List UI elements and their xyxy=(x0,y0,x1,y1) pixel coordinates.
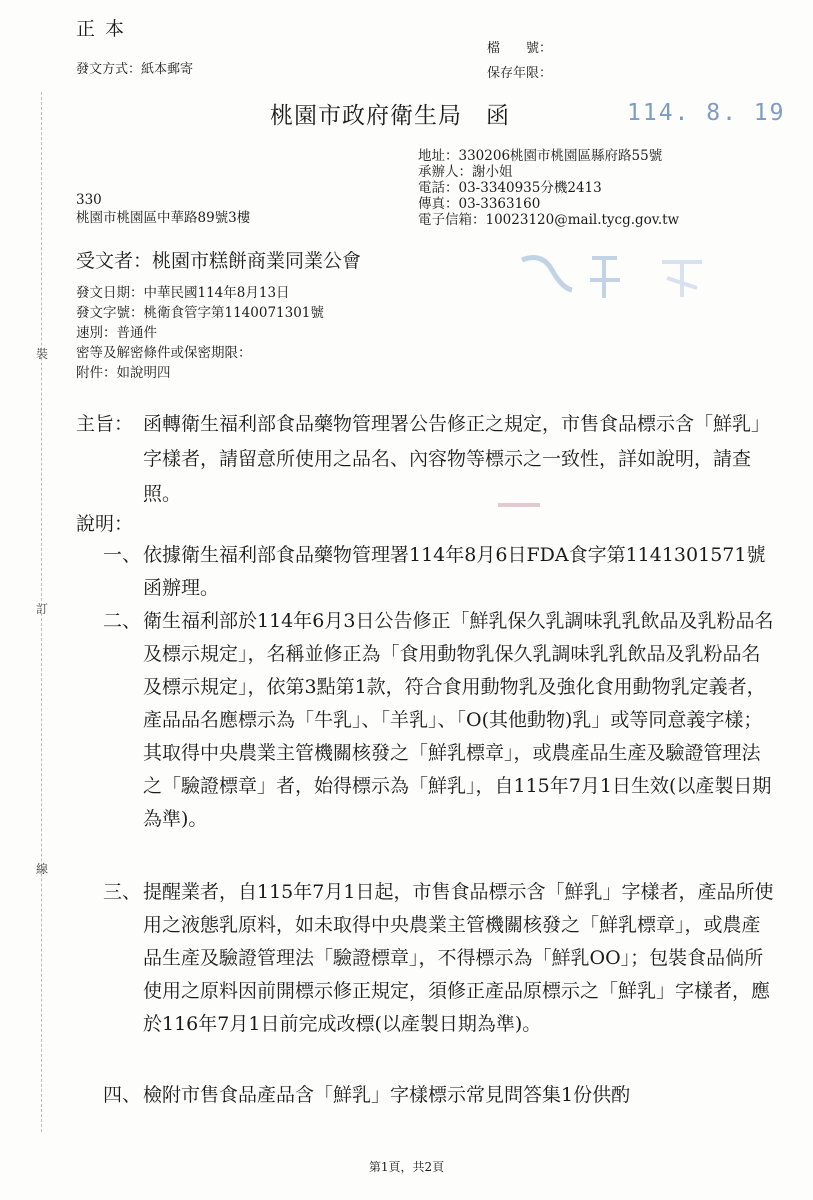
subject-label: 主旨： xyxy=(76,413,134,435)
issue-date: 發文日期：中華民國114年8月13日 xyxy=(76,285,290,301)
page-number: 第1頁，共2頁 xyxy=(368,1160,445,1174)
file-number: 檔 號： xyxy=(487,41,553,56)
description-label: 說明： xyxy=(76,513,134,535)
speed-class: 速別：普通件 xyxy=(76,325,157,341)
recipient-address xyxy=(76,191,250,227)
item-text: 檢附市售食品產品含「鮮乳」字樣標示常見問答集1份供酌 xyxy=(143,1084,631,1106)
subject-text: 函轉衛生福利部食品藥物管理署公告修正之規定，市售食品標示含「鮮乳」字樣者，請留意所使用之品名、內容物等標示之一致性，詳如說明，請查照。 xyxy=(143,413,771,505)
subject-section xyxy=(76,407,776,512)
attachment: 附件：如說明四 xyxy=(76,365,171,381)
receiver: 受文者：桃園市糕餅商業同業公會 xyxy=(76,250,362,272)
description-item-2 xyxy=(103,605,775,836)
item-number: 二、 xyxy=(103,610,142,632)
phone: 電話：03-3340935分機2413 xyxy=(418,180,602,196)
faint-pink-mark xyxy=(498,503,540,507)
item-number: 四、 xyxy=(103,1084,142,1106)
email: 電子信箱：10023120@mail.tycg.gov.tw xyxy=(418,212,680,228)
binding-mark-zhuang: 裝 xyxy=(36,347,49,361)
description-item-1 xyxy=(103,539,775,605)
sender-address: 地址：330206桃園市桃園區縣府路55號 xyxy=(418,148,663,164)
recipient-postal-code: 330 xyxy=(76,192,102,208)
recipient-street: 桃園市桃園區中華路89號3樓 xyxy=(76,210,251,226)
binding-mark-ding: 訂 xyxy=(36,602,49,616)
sender-contact-block xyxy=(418,148,679,228)
copy-mark: 正本 xyxy=(76,18,135,40)
description-item-3 xyxy=(103,876,775,1041)
faint-blue-stamp xyxy=(512,250,742,305)
item-text: 提醒業者，自115年7月1日起，市售食品標示含「鮮乳」字樣者，產品所使用之液態乳原料，如未取得中央農業主管機關核發之「鮮乳標章」，或農產品生產及驗證管理法「驗證標章」，不得標示為「鮮乳OO」；包裝食品倘所使用之原料因前開標示修正規定，須修正產品原標示之「鮮乳」字樣者，應於116年7月1日前完成改標(以產製日期為準)。 xyxy=(143,881,774,1035)
binding-mark-xian: 線 xyxy=(36,862,49,876)
item-text: 依據衛生福利部食品藥物管理署114年8月6日FDA食字第1141301571號函辦理。 xyxy=(143,544,766,599)
secrecy-class: 密等及解密條件或保密期限： xyxy=(76,345,252,361)
description-item-4 xyxy=(103,1079,775,1112)
handler: 承辦人：謝小姐 xyxy=(418,164,513,180)
document-title: 桃園市政府衛生局 函 xyxy=(270,103,510,129)
received-date-stamp: 114. 8. 19 xyxy=(627,100,786,126)
document-number: 發文字號：桃衛食管字第1140071301號 xyxy=(76,305,324,321)
item-number: 一、 xyxy=(103,544,142,566)
document-meta xyxy=(76,283,324,383)
item-number: 三、 xyxy=(103,881,142,903)
fax: 傳真：03-3363160 xyxy=(418,196,541,212)
retention-period: 保存年限： xyxy=(487,66,553,81)
item-text: 衛生福利部於114年6月3日公告修正「鮮乳保久乳調味乳乳飲品及乳粉品名及標示規定」，名稱並修正為「食用動物乳保久乳調味乳乳飲品及乳粉品名及標示規定」，依第3點第1款，符合食用動物乳及強化食用動物乳定義者，產品品名應標示為「牛乳」、「羊乳」、「O(其他動物)乳」或等同意義字樣；其取得中央農業主管機關核發之「鮮乳標章」，或農產品生產及驗證管理法之「驗證標章」者，始得標示為「鮮乳」，自115年7月1日生效(以產製日期為準)。 xyxy=(143,610,774,830)
send-method: 發文方式：紙本郵寄 xyxy=(76,62,194,77)
